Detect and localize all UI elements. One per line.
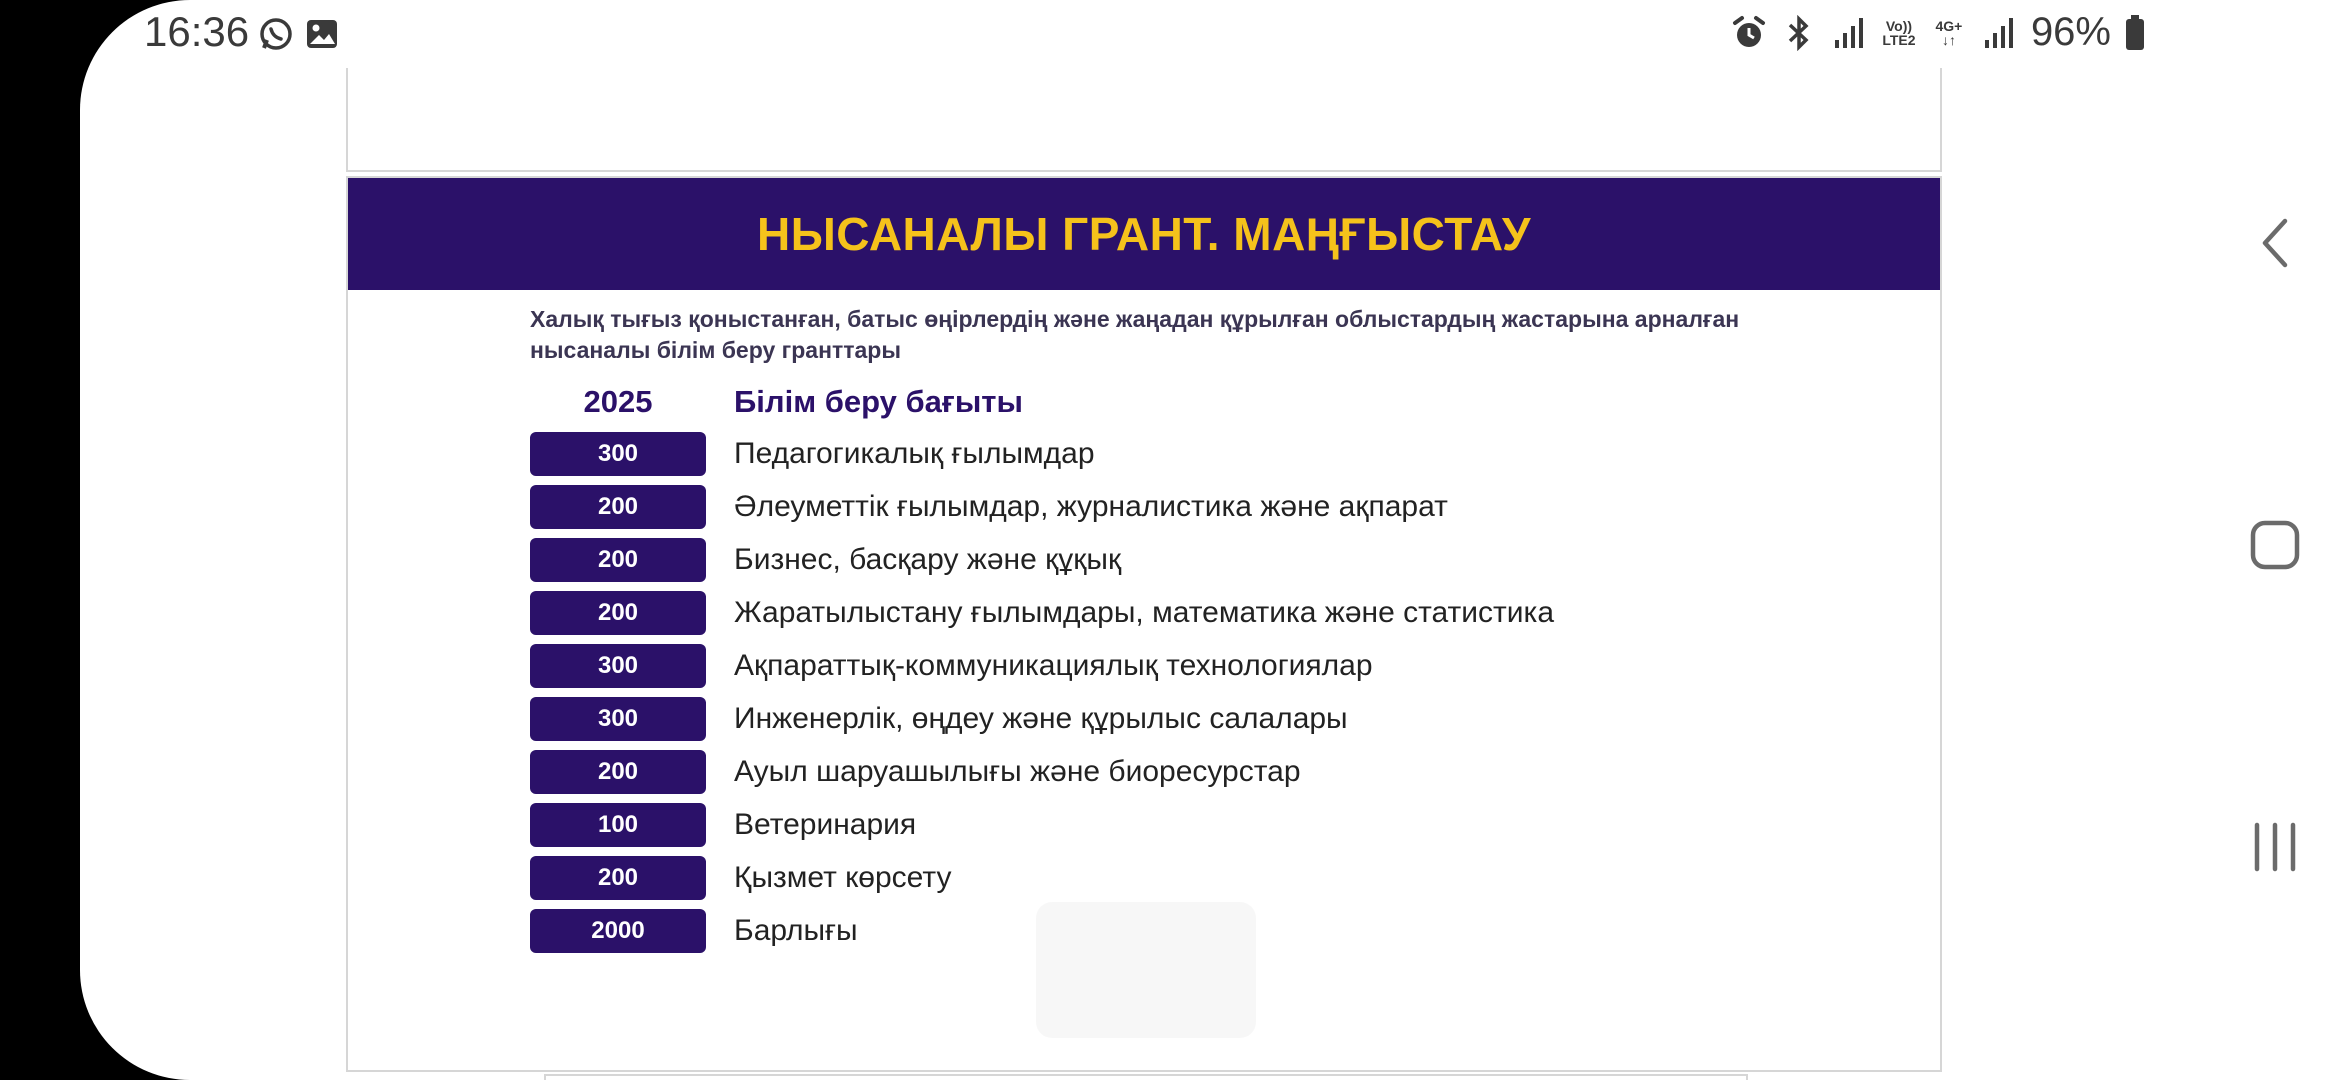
grant-direction: Әлеуметтік ғылымдар, журналистика және ақпарат [734,490,1448,523]
grant-count-badge: 100 [530,803,706,847]
bluetooth-icon [1781,13,1817,53]
watermark-overlay [1036,902,1256,1038]
status-bar [80,0,2340,72]
grant-row [530,856,951,900]
home-icon[interactable] [2230,500,2320,590]
signal-icon [1831,13,1867,53]
battery-percent: 96% [2030,10,2111,54]
status-time: 16:36 [144,8,250,55]
grant-count-badge: 200 [530,856,706,900]
grant-count-badge: 2000 [530,909,706,953]
battery-icon [2125,13,2145,53]
grant-row [530,591,1554,635]
grant-direction: Ақпараттық-коммуникациялық технологиялар [734,649,1373,682]
column-header-direction: Білім беру бағыты [734,384,1023,419]
alarm-icon [1731,13,1767,53]
grant-row [530,803,916,847]
grant-direction: Бизнес, басқару және құқық [734,543,1122,576]
back-icon[interactable] [2230,198,2320,288]
grant-row [530,750,1301,794]
volte-icon: Vo)) LTE2 [1882,17,1916,48]
whatsapp-icon [258,14,294,54]
column-header-year: 2025 [583,384,653,419]
grant-direction: Жаратылыстану ғылымдары, математика және статистика [734,596,1555,629]
recents-icon[interactable] [2230,802,2320,892]
grant-count-badge: 200 [530,538,706,582]
grant-row-total [530,909,858,953]
gallery-icon [304,14,340,54]
grant-direction: Инженерлік, өңдеу және құрылыс салалары [734,702,1348,735]
grant-count-badge: 200 [530,591,706,635]
grant-row [530,485,1448,529]
grant-count-badge: 200 [530,750,706,794]
grant-count-badge: 200 [530,485,706,529]
grant-direction: Барлығы [734,914,858,947]
navigation-bar [2210,0,2340,1080]
slide-title: НЫСАНАЛЫ ГРАНТ. МАҢҒЫСТАУ [757,208,1531,260]
screen [80,0,2340,1080]
grant-count-badge: 300 [530,697,706,741]
grant-count-badge: 300 [530,432,706,476]
grant-row [530,538,1121,582]
grant-row [530,644,1373,688]
grant-direction: Педагогикалық ғылымдар [734,437,1095,470]
signal-icon [1981,13,2017,53]
slide-header [348,178,1940,290]
grant-direction: Ауыл шаруашылығы және биоресурстар [734,755,1301,788]
next-page [544,1074,1748,1080]
grant-direction: Ветеринария [734,808,917,841]
previous-page [346,68,1942,172]
4g-data-icon: 4G+ ↓↑ [1935,17,1963,48]
grant-count-badge: 300 [530,644,706,688]
grant-row [530,432,1095,476]
grant-row [530,697,1348,741]
slide-page [346,176,1942,1072]
slide-subtitle: Халық тығыз қоныстанған, батыс өңірлердің және жаңадан құрылған облыстардың жастарына арналған нысаналы білім беру гранттары [530,306,1740,363]
grant-direction: Қызмет көрсету [734,861,952,894]
